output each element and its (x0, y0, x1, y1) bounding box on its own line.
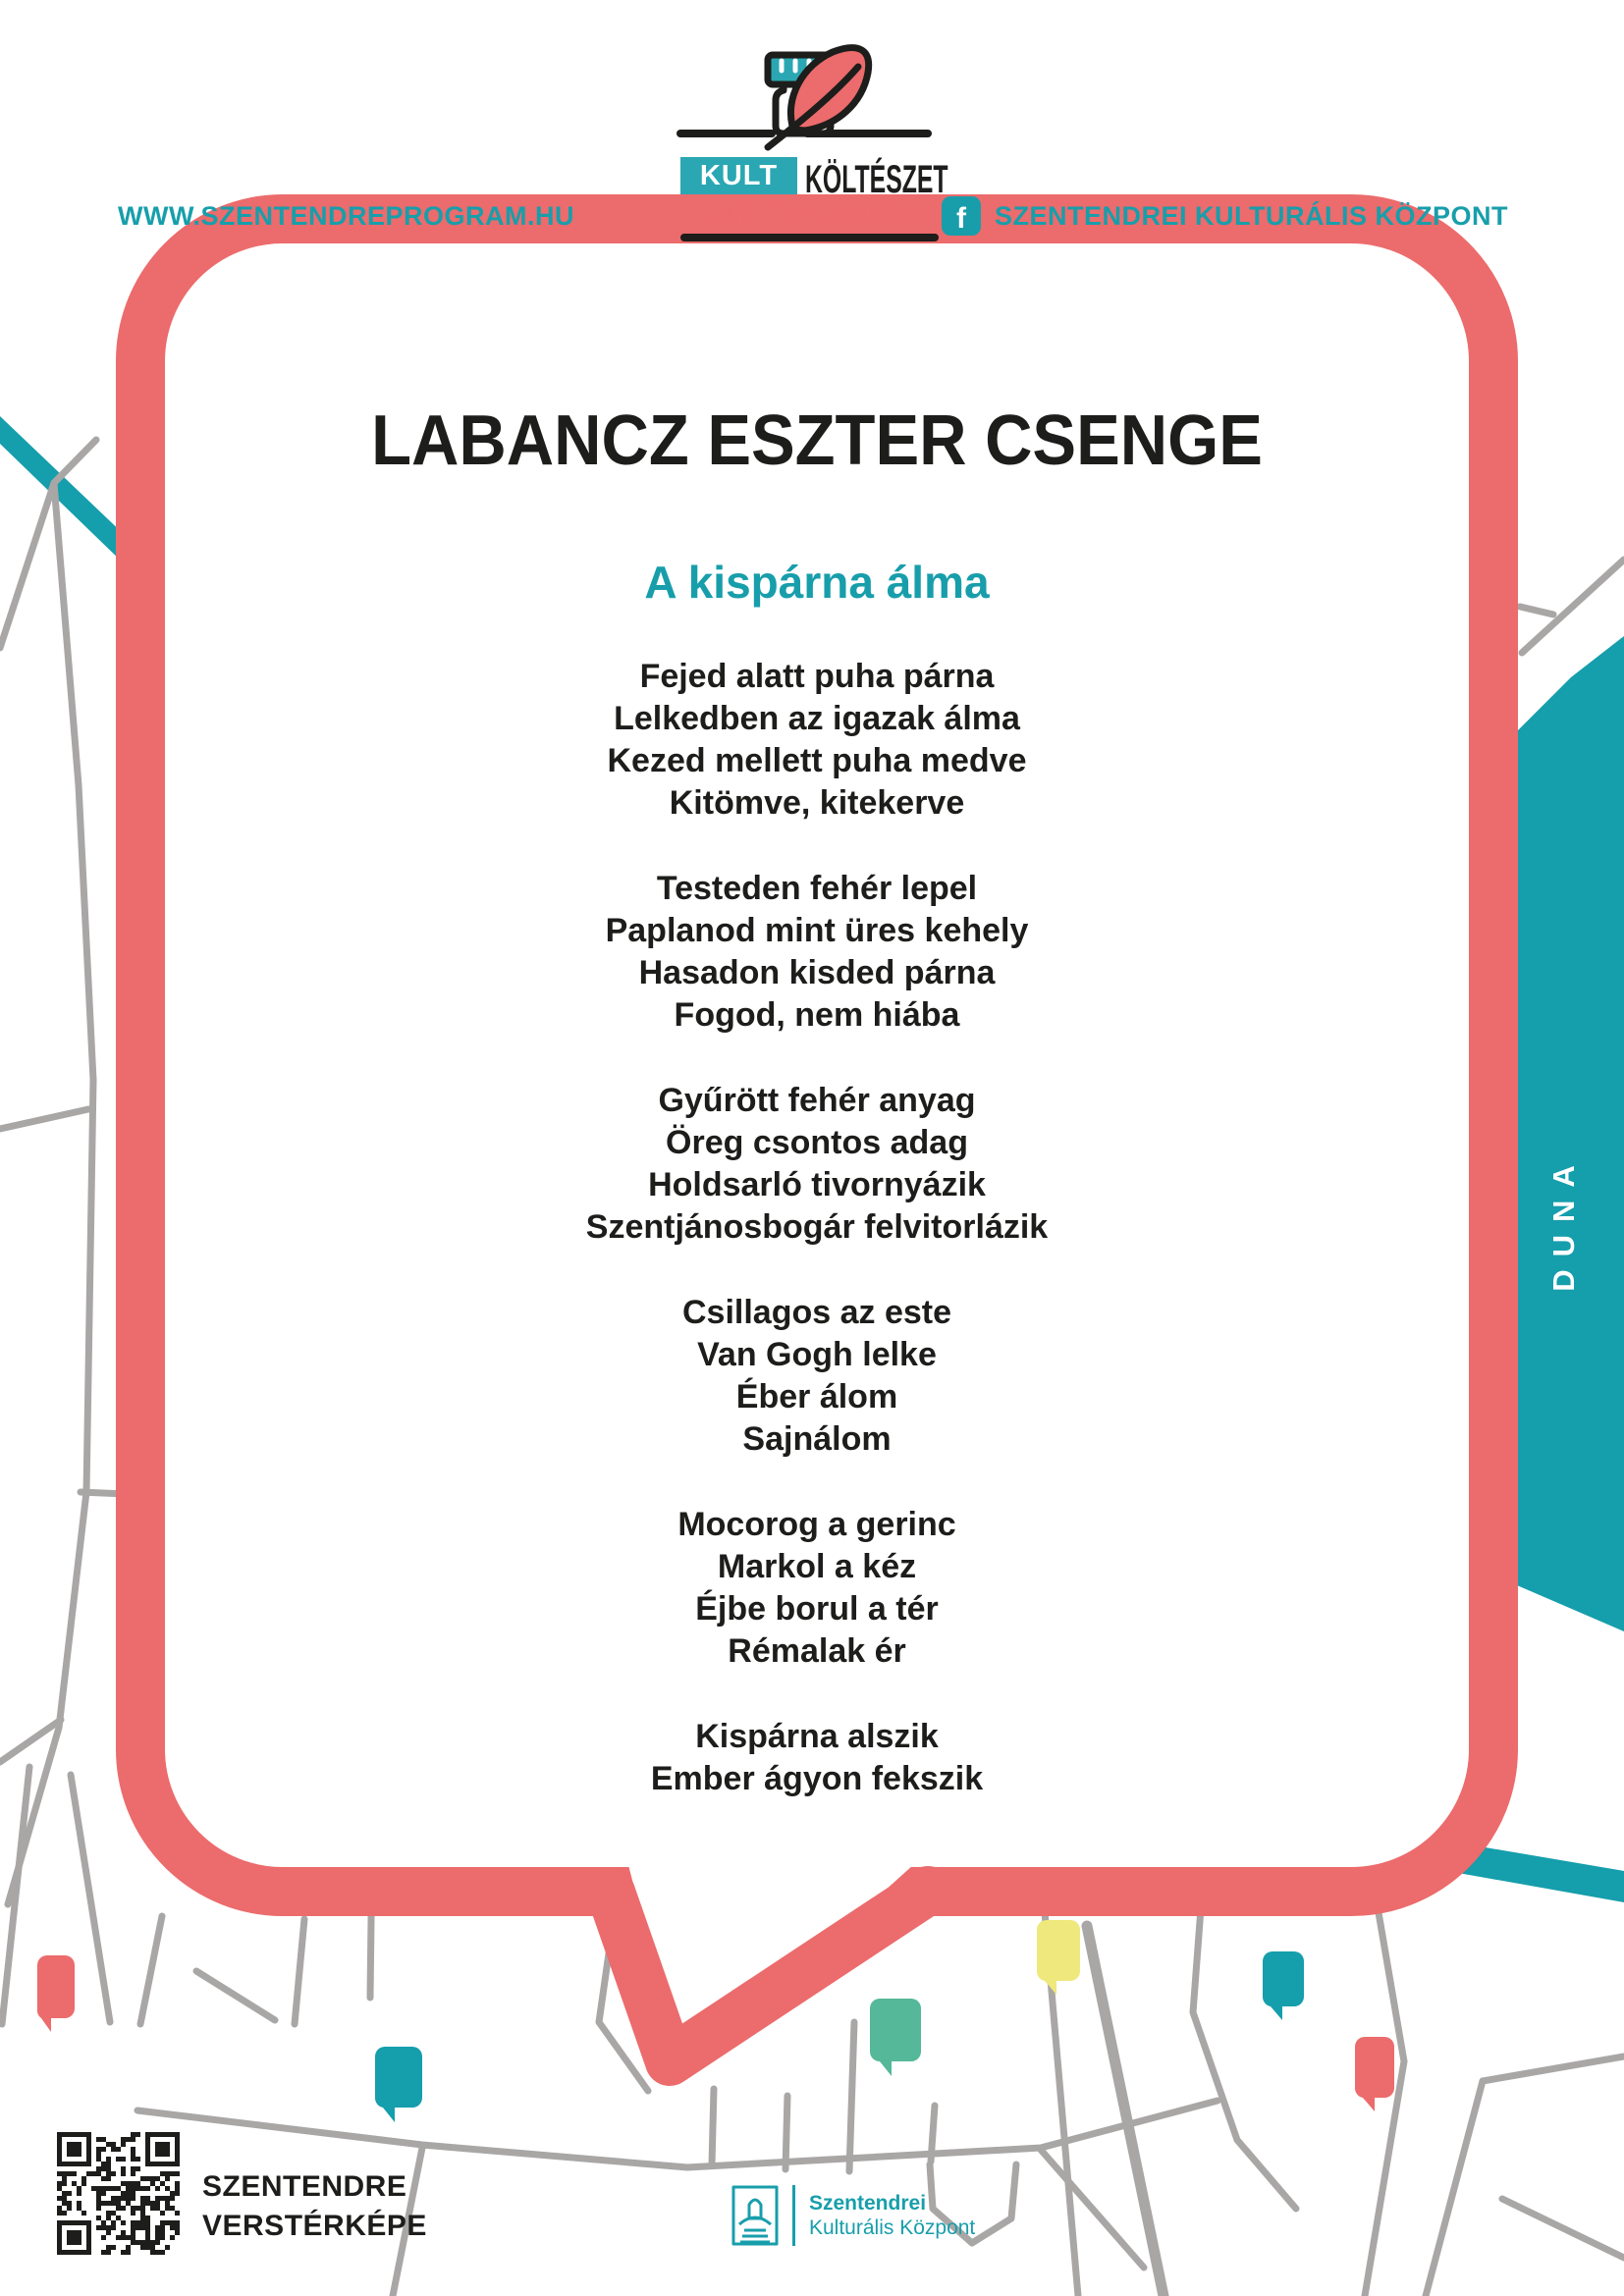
poem-line: Öreg csontos adag (666, 1124, 968, 1161)
poem-line: Csillagos az este (681, 1294, 951, 1331)
marker-yellow-center[interactable] (1037, 1920, 1080, 1995)
poem-line: Markol a kéz (717, 1548, 917, 1585)
kult-badge-label: KULT (699, 159, 779, 191)
org-name-line2: Kulturális Központ (809, 2216, 976, 2239)
author-name-title: LABANCZ ESZTER CSENGE (371, 401, 1263, 480)
map-caption-line1: SZENTENDRE (202, 2170, 407, 2203)
poem-line: Kitömve, kitekerve (669, 784, 965, 822)
speech-bubble-tail (550, 1826, 1001, 2120)
poem-line: Szentjánosbogár felvitorlázik (585, 1208, 1049, 1246)
poem-stanza (116, 656, 1518, 825)
river-label-wrap (1520, 1119, 1608, 1325)
org-building-icon (731, 2185, 779, 2246)
poem-stanza (116, 1504, 1518, 1673)
qr-code[interactable] (57, 2132, 181, 2256)
poem-line: Ember ágyon fekszik (650, 1760, 984, 1797)
map-caption (202, 2167, 427, 2246)
poem-stanza (116, 1080, 1518, 1249)
marker-coral-left[interactable] (37, 1955, 75, 2032)
poem-line: Gyűrött fehér anyag (658, 1082, 976, 1119)
org-logo (731, 2185, 975, 2246)
poem-line: Rémalak ér (728, 1632, 906, 1670)
poem-line: Kispárna alszik (695, 1718, 939, 1755)
marker-coral-right[interactable] (1355, 2037, 1394, 2111)
poem-line: Paplanod mint üres kehely (605, 912, 1029, 949)
river-label: DUNA (1546, 1152, 1581, 1292)
poem-line: Testeden fehér lepel (656, 870, 978, 907)
poem-line: Éber álom (735, 1378, 898, 1415)
logo-underline (680, 234, 939, 241)
teal-road-top-left (0, 416, 128, 567)
poem-title: A kispárna álma (644, 557, 990, 608)
org-logo-divider (792, 2185, 795, 2246)
logo-tagline: A KÖLTŐ TE MAGAD LÉGY! (681, 199, 927, 229)
map-caption-line2: VERSTÉRKÉPE (202, 2210, 427, 2242)
poem-line: Fejed alatt puha párna (639, 658, 995, 695)
poem-line: Sajnálom (742, 1420, 892, 1458)
poem-stanza (116, 1716, 1518, 1800)
poem-line: Mocorog a gerinc (677, 1506, 956, 1543)
facebook-label: SZENTENDREI KULTURÁLIS KÖZPONT (995, 200, 1508, 231)
poem-line: Kezed mellett puha medve (607, 742, 1027, 779)
poem-line: Hasadon kisded párna (638, 954, 996, 991)
org-name-line1: Szentendrei (809, 2192, 927, 2215)
poem-body (116, 656, 1518, 1843)
marker-teal-left[interactable] (375, 2047, 422, 2122)
facebook-link[interactable] (942, 196, 1508, 236)
poem-stanza (116, 1292, 1518, 1461)
website-link[interactable]: WWW.SZENTENDREPROGRAM.HU (118, 201, 574, 231)
koltészet-wordmark: KÖLTÉSZET (805, 158, 948, 201)
kult-badge (680, 157, 797, 194)
poem-stanza (116, 868, 1518, 1037)
marker-teal-right[interactable] (1263, 1951, 1304, 2020)
poem-line: Fogod, nem hiába (674, 996, 960, 1034)
facebook-icon: f (942, 196, 981, 236)
poem-line: Van Gogh lelke (697, 1336, 937, 1373)
poem-line: Éjbe borul a tér (695, 1590, 939, 1628)
poem-line: Lelkedben az igazak álma (614, 700, 1020, 737)
poem-line: Holdsarló tivornyázik (648, 1166, 986, 1203)
